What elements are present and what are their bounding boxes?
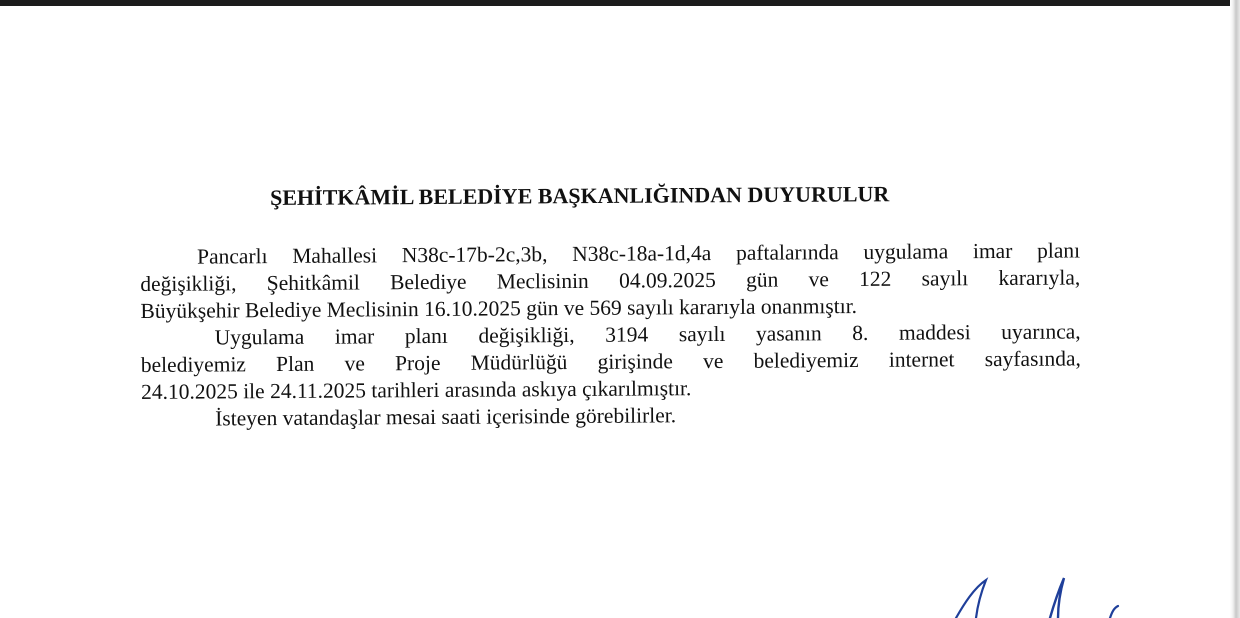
announcement-body — [140, 237, 1081, 433]
body-line-7: İsteyen vatandaşlar mesai saati içerisinde görebilirler. — [215, 403, 677, 431]
document-title: ŞEHİTKÂMİL BELEDİYE BAŞKANLIĞINDAN DUYURULUR — [270, 181, 890, 210]
scan-top-edge — [0, 0, 1240, 6]
body-line-6: 24.10.2025 ile 24.11.2025 tarihleri arasında askıya çıkarılmıştır. — [140, 376, 692, 404]
body-line-1: Pancarlı Mahallesi N38c-17b-2c,3b, N38c-18a-1d,4a paftalarında uygulama imar planı — [197, 238, 1081, 269]
body-line-2: değişikliği, Şehitkâmil Belediye Meclisinin 04.09.2025 gün ve 122 sayılı kararıyla, — [140, 265, 1081, 296]
body-line-4: Uygulama imar planı değişikliği, 3194 sayılı yasanın 8. maddesi uyarınca, — [214, 319, 1081, 350]
scan-right-edge — [1230, 0, 1240, 618]
signature-stroke-3 — [1110, 606, 1118, 618]
signature-mark — [950, 570, 1130, 618]
body-line-3: Büyükşehir Belediye Meclisinin 16.10.2025 gün ve 569 sayılı kararıyla onanmıştır. — [140, 293, 858, 323]
signature-stroke-2 — [1050, 578, 1064, 618]
body-line-5: belediyemiz Plan ve Proje Müdürlüğü girişinde ve belediyemiz internet sayfasında, — [140, 346, 1081, 377]
signature-stroke-1 — [956, 580, 986, 618]
